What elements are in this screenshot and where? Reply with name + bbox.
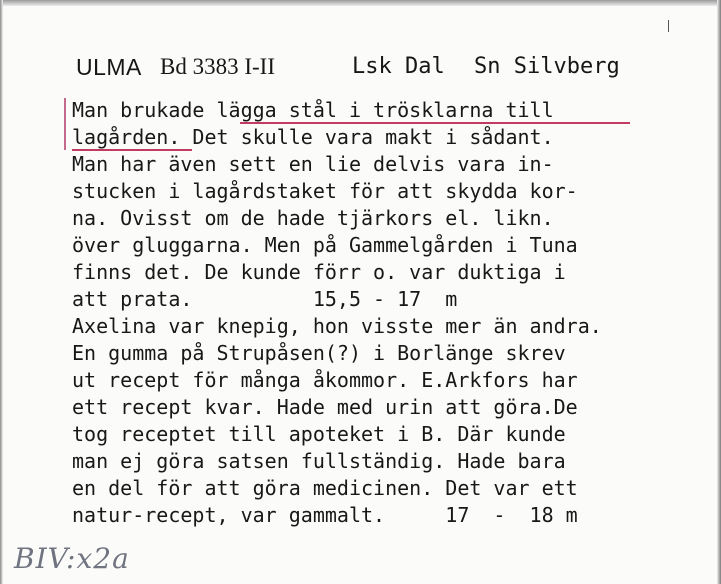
- text-line: Man har även sett en lie delvis vara in-: [72, 152, 554, 176]
- text-line: ett recept kvar. Hade med urin att göra.De: [72, 395, 578, 419]
- text-line: man ej göra satsen fullständig. Hade bara: [72, 449, 566, 473]
- text-line: Axelina var knepig, hon visste mer än andra.: [72, 314, 602, 338]
- text-line: finns det. De kunde förr o. var duktiga i: [72, 260, 566, 284]
- text-line: en del för att göra medicinen. Det var ett: [72, 476, 578, 500]
- text-line: natur-recept, var gammalt. 17 - 18 m: [72, 503, 578, 527]
- text-line: över gluggarna. Men på Gammelgården i Tuna: [72, 233, 578, 257]
- text-line: stucken i lagårdstaket för att skydda kor-: [72, 179, 578, 203]
- text-line: att prata. 15,5 - 17 m: [72, 287, 458, 311]
- text-line: tog receptet till apoteket i B. Där kunde: [72, 422, 566, 446]
- text-line: Man brukade lägga stål i trösklarna till: [72, 98, 554, 122]
- reference-number: Bd 3383 I-II: [160, 54, 275, 79]
- text-line: lagården. Det skulle vara makt i sådant.: [72, 125, 554, 149]
- card-top-edge: [0, 0, 721, 6]
- text-line: ut recept för många åkommor. E.Arkfors har: [72, 368, 578, 392]
- handwritten-pencil-note: BIV:x2a: [14, 542, 130, 575]
- corner-mark: [668, 20, 669, 32]
- card-header: [76, 54, 676, 88]
- card-left-edge: [0, 0, 3, 584]
- card-right-edge: [717, 0, 721, 584]
- margin-mark: [64, 98, 66, 150]
- text-line: na. Ovisst om de hade tjärkors el. likn.: [72, 206, 554, 230]
- place-name: Sn Silvberg: [474, 54, 620, 79]
- parish-name: Lsk Dal: [352, 54, 445, 79]
- archive-code: ULMA: [76, 54, 142, 80]
- text-line: En gumma på Strupåsen(?) i Borlänge skrev: [72, 341, 566, 365]
